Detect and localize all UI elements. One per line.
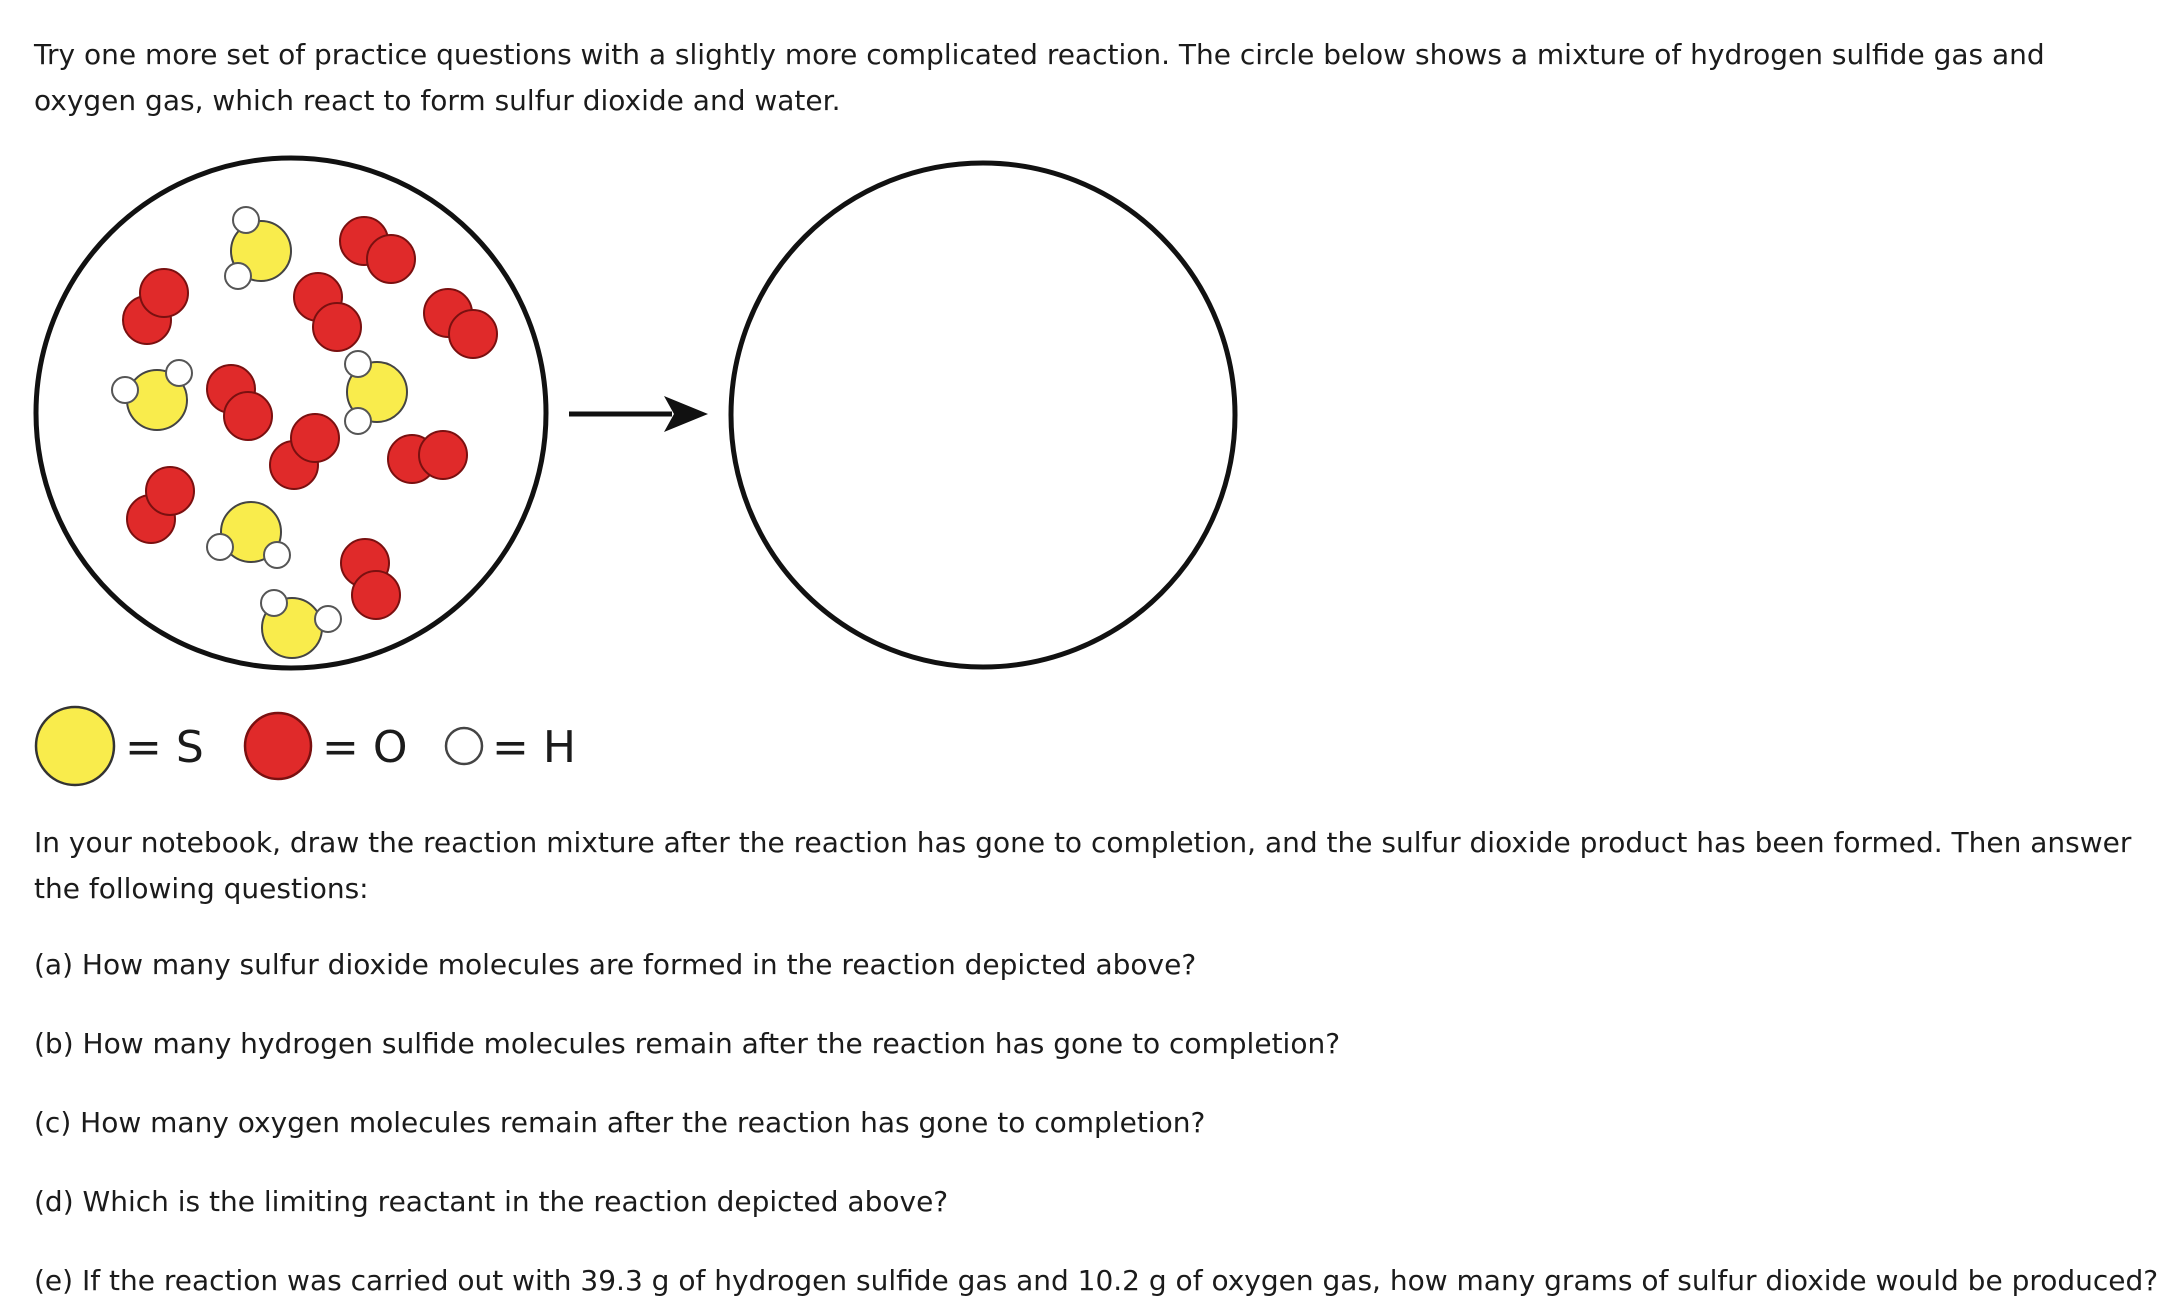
question-e: (e) If the reaction was carried out with 39.3 g of hydrogen sulfide gas and 10.2 g of oxygen gas, how many grams of sulfur dioxide would be produced? [34,1264,2159,1297]
legend-oxygen-label: = O [322,722,408,773]
legend [0,690,700,800]
question-c: (c) How many oxygen molecules remain after the reaction has gone to completion? [34,1106,1206,1139]
product-mixture-circle [731,163,1235,667]
reaction-arrow-icon [569,396,708,432]
reactant-mixture-circle [36,158,546,668]
legend-hydrogen-label: = H [492,722,576,773]
question-a: (a) How many sulfur dioxide molecules are formed in the reaction depicted above? [34,948,1197,981]
question-d: (d) Which is the limiting reactant in the reaction depicted above? [34,1185,949,1218]
instruction-paragraph: In your notebook, draw the reaction mixture after the reaction has gone to completion, and the sulfur dioxide product has been formed. Then answer the following questions: [34,826,2132,905]
intro-paragraph: Try one more set of practice questions with a slightly more complicated reaction. The circle below shows a mixture of hydrogen sulfide gas and oxygen gas, which react to form sulfur dioxide and water. [34,38,2045,117]
oxygen-atom-icon [245,713,311,779]
sulfur-atom-icon [36,707,114,785]
legend-sulfur-label: = S [125,722,204,773]
hydrogen-atom-icon [446,728,482,764]
reaction-diagram [0,140,1260,680]
question-b: (b) How many hydrogen sulfide molecules remain after the reaction has gone to completion? [34,1027,1341,1060]
o2-molecule [388,431,467,483]
